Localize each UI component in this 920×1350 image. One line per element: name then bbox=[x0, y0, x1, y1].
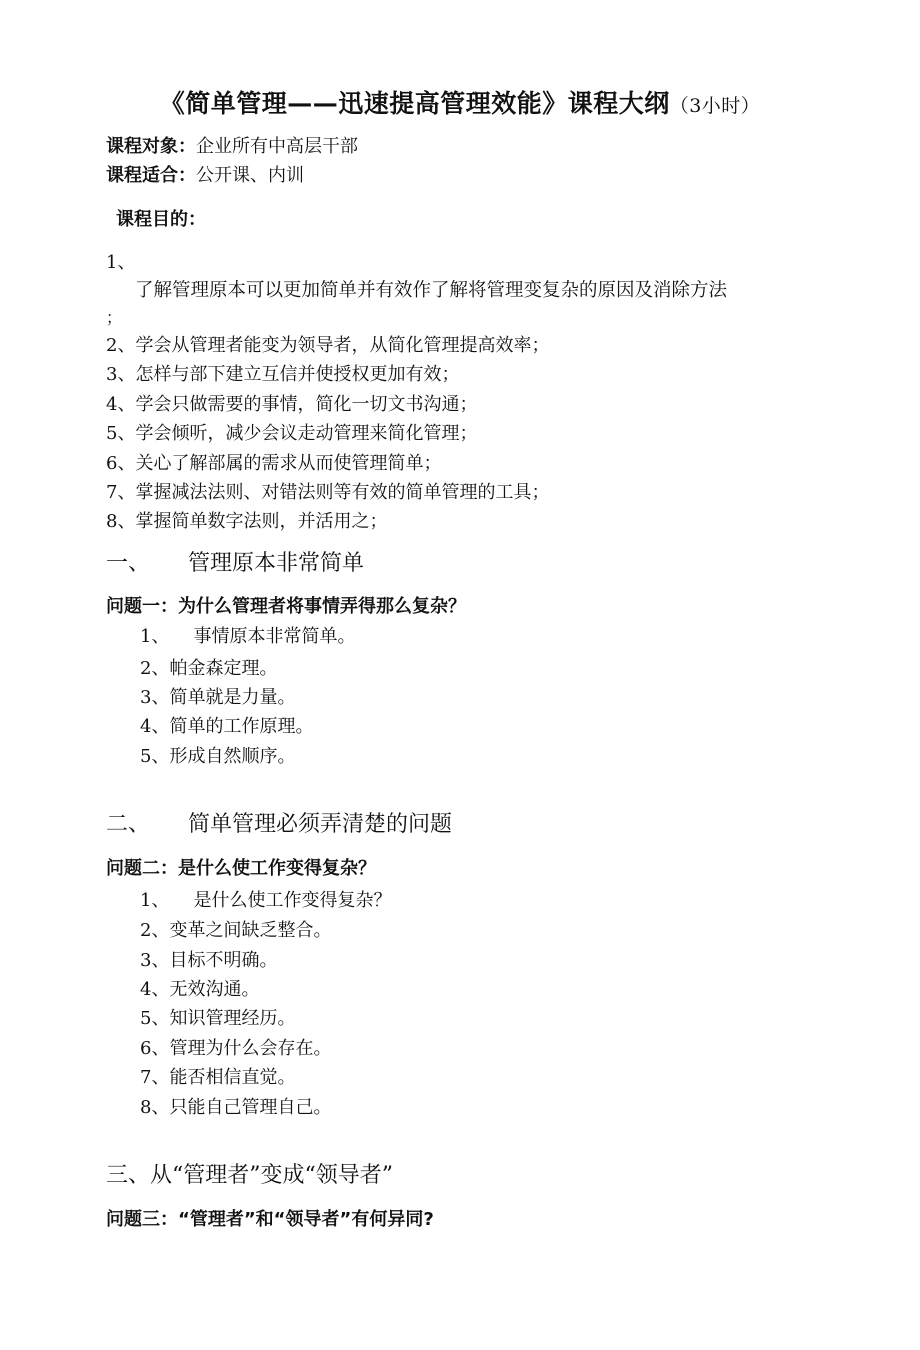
section-2-item-5: 5、知识管理经历。 bbox=[140, 1008, 296, 1029]
goal-1-end: ； bbox=[106, 308, 123, 327]
goal-8: 8、掌握简单数字法则，并活用之； bbox=[106, 511, 388, 532]
section-3-question: 问题三：“管理者”和“领导者”有何异同? bbox=[106, 1209, 434, 1230]
suitable-value: 公开课、内训 bbox=[196, 165, 304, 186]
section-1-item-4: 4、简单的工作原理。 bbox=[140, 716, 314, 737]
section-1-item-3: 3、简单就是力量。 bbox=[140, 687, 296, 708]
goal-1-number: 1、 bbox=[106, 252, 136, 273]
purpose-heading: 课程目的： bbox=[116, 209, 206, 230]
section-1-item-1-number: 1、 bbox=[140, 626, 170, 647]
title-duration: （3小时） bbox=[669, 95, 761, 117]
section-2-question: 问题二：是什么使工作变得复杂？ bbox=[106, 858, 376, 879]
section-2-item-3: 3、目标不明确。 bbox=[140, 950, 278, 971]
section-1-question: 问题一：为什么管理者将事情弄得那么复杂？ bbox=[106, 596, 466, 617]
goal-1-text: 了解管理原本可以更加简单并有效作了解将管理变复杂的原因及消除方法 bbox=[135, 280, 728, 301]
section-2-title: 简单管理必须弄清楚的问题 bbox=[188, 812, 453, 837]
course-suitable bbox=[106, 161, 304, 187]
audience-value: 企业所有中高层干部 bbox=[196, 136, 358, 157]
section-2-item-4: 4、无效沟通。 bbox=[140, 979, 260, 1000]
section-2-heading bbox=[106, 807, 452, 838]
suitable-label: 课程适合： bbox=[106, 165, 196, 186]
course-audience bbox=[106, 132, 358, 158]
section-3-heading: 三、从“管理者”变成“领导者” bbox=[106, 1163, 393, 1188]
section-2-number: 二、 bbox=[106, 812, 151, 837]
goal-7: 7、掌握减法法则、对错法则等有效的简单管理的工具； bbox=[106, 482, 550, 503]
goal-4: 4、学会只做需要的事情，简化一切文书沟通； bbox=[106, 394, 478, 415]
goal-2: 2、学会从管理者能变为领导者，从简化管理提高效率； bbox=[106, 335, 550, 356]
audience-label: 课程对象： bbox=[106, 136, 196, 157]
section-1-heading bbox=[106, 546, 364, 577]
section-1-item-5: 5、形成自然顺序。 bbox=[140, 746, 296, 767]
title-main: 《简单管理——迅速提高管理效能》课程大纲 bbox=[159, 89, 670, 118]
section-1-number: 一、 bbox=[106, 551, 151, 576]
section-2-item-1-number: 1、 bbox=[140, 890, 170, 911]
section-2-item-6: 6、管理为什么会存在。 bbox=[140, 1038, 332, 1059]
section-2-item-1-text: 是什么使工作变得复杂？ bbox=[193, 890, 392, 911]
document-title bbox=[0, 84, 920, 120]
section-2-item-8: 8、只能自己管理自己。 bbox=[140, 1097, 332, 1118]
section-1-item-1-text: 事情原本非常简单。 bbox=[193, 626, 356, 647]
section-1-item-1 bbox=[140, 622, 355, 648]
section-1-item-2: 2、帕金森定理。 bbox=[140, 658, 278, 679]
section-2-item-1 bbox=[140, 886, 391, 912]
goal-5: 5、学会倾听，减少会议走动管理来简化管理； bbox=[106, 423, 478, 444]
section-2-item-7: 7、能否相信直觉。 bbox=[140, 1067, 296, 1088]
goal-6: 6、关心了解部属的需求从而使管理简单； bbox=[106, 453, 442, 474]
section-1-title: 管理原本非常简单 bbox=[188, 551, 365, 576]
section-2-item-2: 2、变革之间缺乏整合。 bbox=[140, 920, 332, 941]
goal-3: 3、怎样与部下建立互信并使授权更加有效； bbox=[106, 364, 460, 385]
